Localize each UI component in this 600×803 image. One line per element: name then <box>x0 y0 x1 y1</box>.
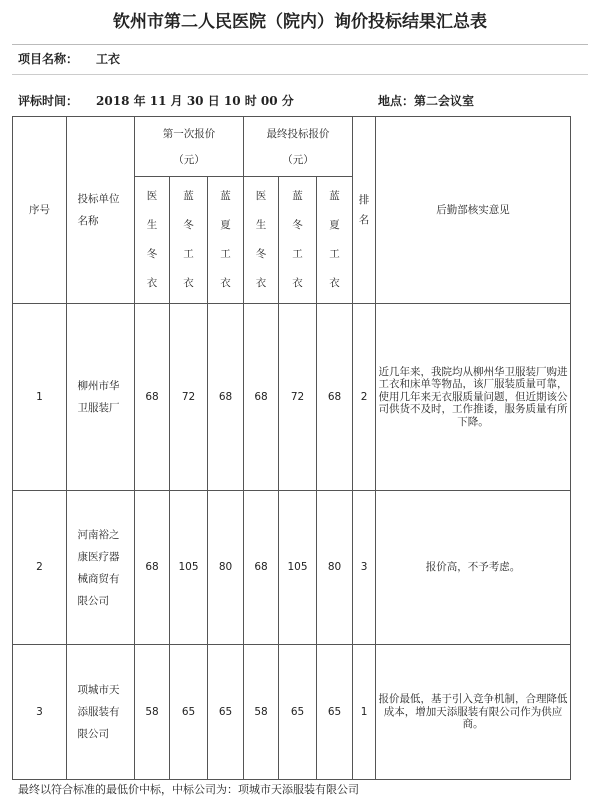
first-doctor-winter: 58 <box>135 645 170 780</box>
row-opinion: 近几年来，我院均从柳州华卫服装厂购进工衣和床单等物品，该厂服装质量可靠，使用几年来无衣服质量问题，但近期该公司供货不及时，工作推诿，服务质量有所下降。 <box>376 304 571 491</box>
final-blue-winter: 65 <box>279 645 317 780</box>
final-blue-winter: 72 <box>279 304 317 491</box>
final-doctor-winter: 68 <box>244 491 279 645</box>
eval-time-value: 2018 年 11 月 30 日 10 时 00 分 <box>96 94 294 108</box>
eval-time-label: 评标时间： <box>18 94 79 108</box>
bid-result-table <box>12 116 571 780</box>
first-doctor-winter: 68 <box>135 491 170 645</box>
page-title: 钦州市第二人民医院（院内）询价投标结果汇总表 <box>12 2 588 45</box>
sub-blue-winter: 蓝冬工衣 <box>279 177 317 304</box>
row-rank: 3 <box>353 491 376 645</box>
location-line <box>378 92 474 109</box>
sub-blue-summer: 蓝夏工衣 <box>208 177 244 304</box>
footer-note: 最终以符合标准的最低价中标，中标公司为：项城市天添服装有限公司 <box>18 783 359 796</box>
project-name-line <box>18 50 120 67</box>
table-row <box>13 304 571 491</box>
header-opinion: 后勤部核实意见 <box>376 117 571 304</box>
final-blue-summer: 65 <box>317 645 353 780</box>
header-unit: 投标单位名称 <box>67 117 135 304</box>
header-final-quote: 最终投标报价 （元） <box>244 117 353 177</box>
table-row <box>13 645 571 780</box>
sub-doctor-winter: 医生冬衣 <box>244 177 279 304</box>
project-value: 工衣 <box>96 52 121 66</box>
first-blue-summer: 65 <box>208 645 244 780</box>
location-value: 第二会议室 <box>414 94 475 108</box>
first-blue-winter: 105 <box>170 491 208 645</box>
final-blue-summer: 68 <box>317 304 353 491</box>
row-no: 1 <box>13 304 67 491</box>
row-unit: 柳州市华卫服装厂 <box>67 304 135 491</box>
row-rank: 2 <box>353 304 376 491</box>
location-label: 地点： <box>378 94 415 108</box>
header-no: 序号 <box>13 117 67 304</box>
first-blue-summer: 68 <box>208 304 244 491</box>
final-blue-winter: 105 <box>279 491 317 645</box>
first-blue-winter: 65 <box>170 645 208 780</box>
first-blue-summer: 80 <box>208 491 244 645</box>
table-row <box>13 491 571 645</box>
final-doctor-winter: 68 <box>244 304 279 491</box>
sub-blue-summer: 蓝夏工衣 <box>317 177 353 304</box>
row-opinion: 报价高，不予考虑。 <box>376 491 571 645</box>
eval-time-line <box>18 92 294 109</box>
row-no: 2 <box>13 491 67 645</box>
row-opinion: 报价最低，基于引入竞争机制，合理降低成本，增加天添服装有限公司作为供应商。 <box>376 645 571 780</box>
first-doctor-winter: 68 <box>135 304 170 491</box>
final-blue-summer: 80 <box>317 491 353 645</box>
divider <box>12 74 588 75</box>
header-first-quote: 第一次报价 （元） <box>135 117 244 177</box>
sub-doctor-winter: 医生冬衣 <box>135 177 170 304</box>
first-blue-winter: 72 <box>170 304 208 491</box>
row-no: 3 <box>13 645 67 780</box>
sub-blue-winter: 蓝冬工衣 <box>170 177 208 304</box>
header-rank: 排名 <box>353 117 376 304</box>
row-rank: 1 <box>353 645 376 780</box>
project-label: 项目名称： <box>18 52 79 66</box>
row-unit: 项城市天添服装有限公司 <box>67 645 135 780</box>
row-unit: 河南裕之康医疗器械商贸有限公司 <box>67 491 135 645</box>
final-doctor-winter: 58 <box>244 645 279 780</box>
